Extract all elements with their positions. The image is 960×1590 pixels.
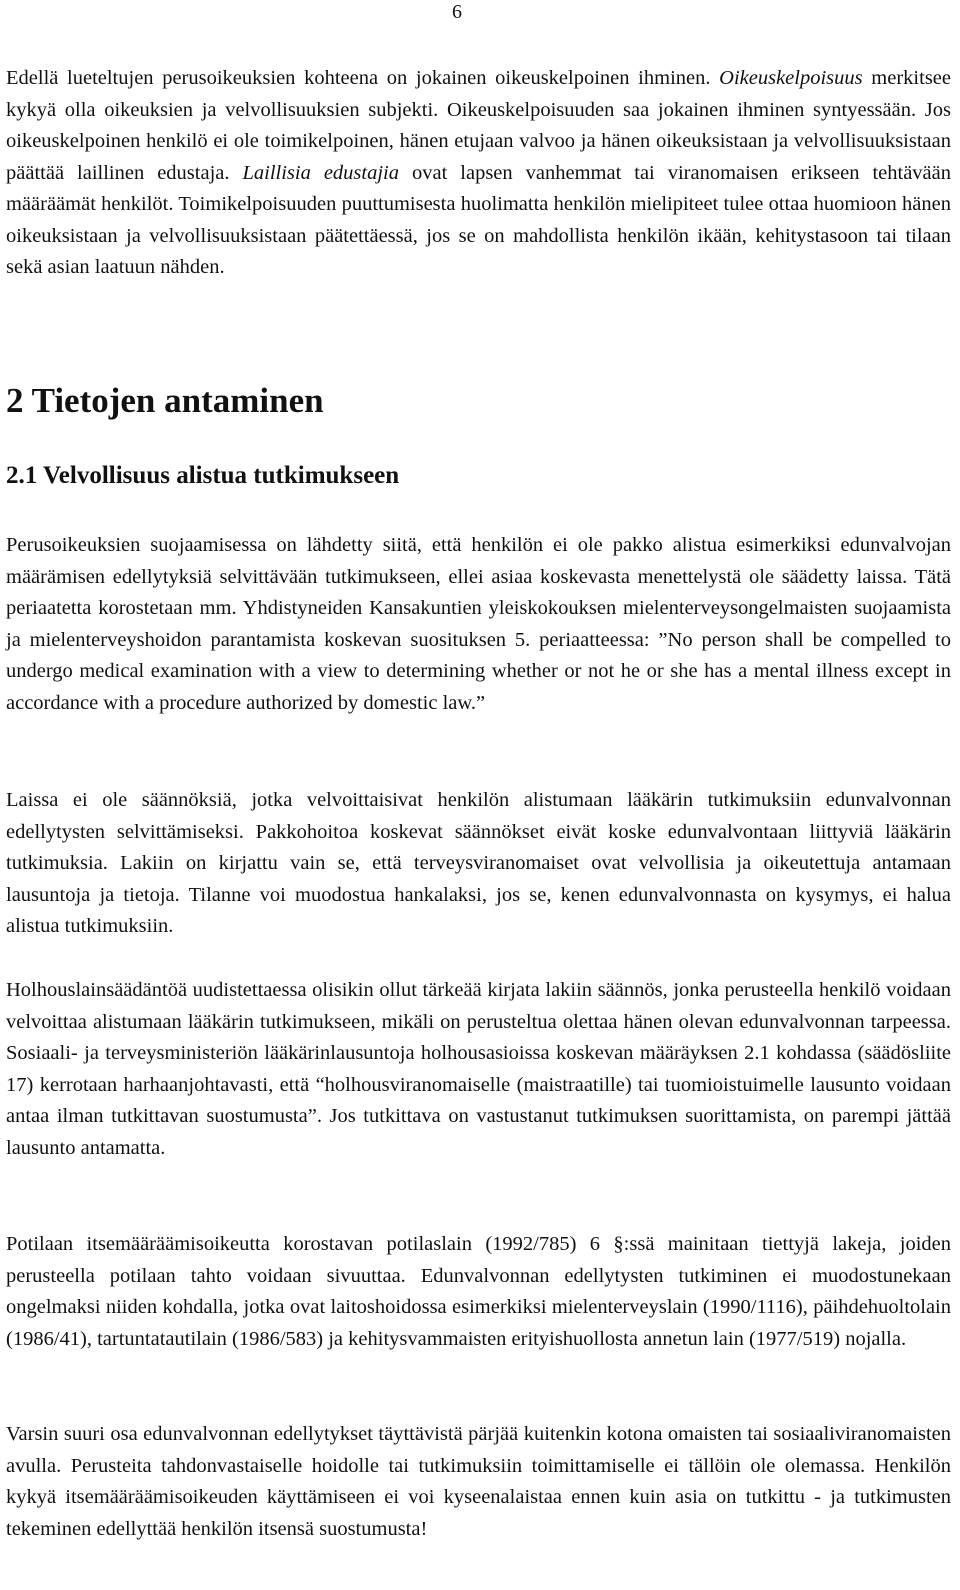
term-laillisia-edustajia: Laillisia edustajia [242,161,399,184]
subsection-heading: 2.1 Velvollisuus alistua tutkimukseen [6,462,400,489]
intro-paragraph [6,63,951,284]
paragraph-5: Varsin suuri osa edunvalvonnan edellytykset täyttävistä pärjää kuitenkin kotona omaisten tai sosiaaliviranomaisten avulla. Perusteita tahdonvastaiselle hoidolle tai tutkimuksiin toimittamiselle ei tällöin ole olemassa. Henkilön kykyä itsemääräämisoikeuden käyttämiseen ei voi kyseenalaistaa ennen kuin asia on tutkittu - ja tutkimusten tekeminen edellyttää henkilön itsensä suostumusta! [6,1423,951,1540]
term-oikeuskelpoisuus: Oikeuskelpoisuus [719,67,863,89]
intro-text-a: Edellä lueteltujen perusoikeuksien kohteena on jokainen oikeuskelpoinen ihminen. [6,67,720,89]
paragraph-4: Potilaan itsemääräämisoikeutta korostavan potilaslain (1992/785) 6 §:ssä mainitaan tiettyjä lakeja, joiden perusteella potilaan tahto voidaan sivuuttaa. Edunvalvonnan edellytysten tutkiminen ei muodostunekaan ongelmaksi niiden kohdalla, jotka ovat laitoshoidossa esimerkiksi mielenterveyslain (1990/1116), päihdehuoltolain (1986/41), tartuntatautilain (1986/583) ja kehitysvammaisten erityishuollosta annetun lain (1977/519) nojalla. [6,1233,951,1350]
paragraph-3: Holhouslainsäädäntöä uudistettaessa olisikin ollut tärkeää kirjata lakiin säännös, jonka perusteella henkilö voidaan velvoittaa alistumaan lääkärin tutkimukseen, mikäli on perusteltua olettaa hänen olevan edunvalvonnan tarpeessa. Sosiaali- ja terveysministeriön lääkärinlausuntoja holhousasioissa koskevan määräyksen 2.1 kohdassa (säädösliite 17) kerrotaan harhaanjohtavasti, että “holhousviranomaiselle (maistraatille) tai tuomioistuimelle lausunto voidaan antaa ilman tutkittavan suostumusta”. Jos tutkittava on vastustanut tutkimuksen suorittamista, on parempi jättää lausunto antamatta. [6,979,951,1159]
intro-text-c: ovat lapsen vanhemmat tai viranomaisen erikseen tehtävään määräämät henkilöt. Toimikelpoisuuden puuttumisesta huolimatta henkilön mielipiteet tulee ottaa huomioon hänen oikeuksistaan ja velvollisuuksistaan päätettäessä, jos se on mahdollista henkilön ikään, kehitystasoon tai tilaan sekä asian laatuun nähden. [6,161,951,278]
paragraph-1: Perusoikeuksien suojaamisessa on lähdetty siitä, että henkilön ei ole pakko alistua esimerkiksi edunvalvojan määrämisen edellytyksiä selvittävään tutkimukseen, ellei asiaa koskevasta menettelystä ole säädetty laissa. Tätä periaatetta korostetaan mm. Yhdistyneiden Kansakuntien yleiskokouksen mielenterveysongelmaisten suojaamista ja mielenterveyshoidon parantamista koskevan suosituksen 5. periaatteessa: ”No person shall be compelled to undergo medical examination with a view to determining whether or not he or she has a mental illness except in accordance with a procedure authorized by domestic law.” [6,534,951,714]
intro-text-b: merkitsee kykyä olla oikeuksien ja velvollisuuksien subjekti. Oikeuskelpoisuuden saa jokainen ihminen syntyessään. Jos oikeuskelpoinen henkilö ei ole toimikelpoinen, hänen etujaan valvoo ja hänen oikeuksistaan ja velvollisuuksistaan päättää laillinen edustaja. [6,67,951,184]
paragraph-2: Laissa ei ole säännöksiä, jotka velvoittaisivat henkilön alistumaan lääkärin tutkimuksiin edunvalvonnan edellytysten selvittämiseksi. Pakkohoitoa koskevat säännökset eivät koske edunvalvontaan liittyviä lääkärin tutkimuksia. Lakiin on kirjattu vain se, että terveysviranomaiset ovat velvollisia ja oikeutettuja antamaan lausuntoja ja tietoja. Tilanne voi muodostua hankalaksi, jos se, kenen edunvalvonnasta on kysymys, ei halua alistua tutkimuksiin. [6,789,951,937]
section-heading: 2 Tietojen antaminen [6,381,324,420]
page-number: 6 [452,1,462,23]
